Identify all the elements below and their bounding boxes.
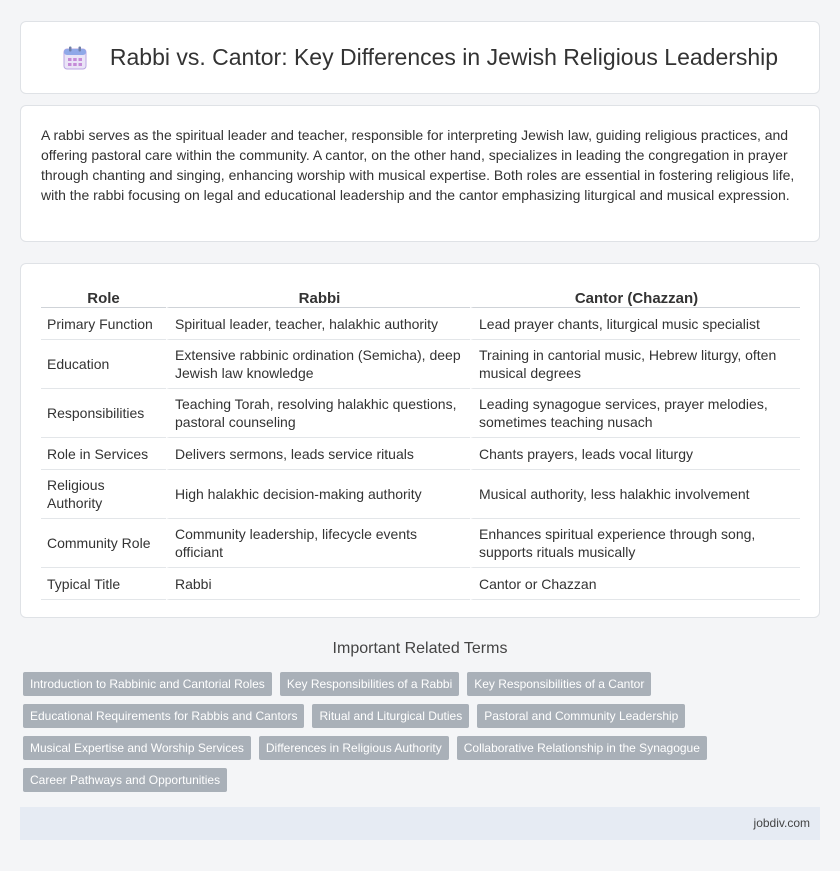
related-term-link[interactable]: Career Pathways and Opportunities [23, 768, 227, 792]
related-term-link[interactable]: Differences in Religious Authority [259, 736, 449, 760]
row-label: Role in Services [41, 438, 166, 470]
footer-site-link[interactable]: jobdiv.com [753, 816, 810, 830]
row-label: Primary Function [41, 308, 166, 340]
table-row [41, 568, 800, 600]
cantor-cell: Chants prayers, leads vocal liturgy [470, 438, 800, 470]
cantor-cell: Musical authority, less halakhic involvement [470, 470, 800, 519]
rabbi-cell: High halakhic decision-making authority [166, 470, 470, 519]
header-role: Role [41, 284, 166, 308]
row-label: Community Role [41, 519, 166, 568]
related-term-link[interactable]: Collaborative Relationship in the Synagogue [457, 736, 707, 760]
related-term-link[interactable]: Key Responsibilities of a Rabbi [280, 672, 459, 696]
related-terms-heading: Important Related Terms [332, 640, 508, 657]
row-label: Responsibilities [41, 389, 166, 438]
table-row [41, 470, 800, 519]
table-row [41, 389, 800, 438]
comparison-table-card [20, 263, 820, 618]
rabbi-cell: Extensive rabbinic ordination (Semicha), deep Jewish law knowledge [166, 340, 470, 389]
related-term-link[interactable]: Key Responsibilities of a Cantor [467, 672, 651, 696]
related-term-link[interactable]: Educational Requirements for Rabbis and Cantors [23, 704, 304, 728]
cantor-cell: Lead prayer chants, liturgical music specialist [470, 308, 800, 340]
related-term-link[interactable]: Pastoral and Community Leadership [477, 704, 685, 728]
cantor-cell: Leading synagogue services, prayer melodies, sometimes teaching nusach [470, 389, 800, 438]
table-row [41, 340, 800, 389]
row-label: Religious Authority [41, 470, 166, 519]
intro-card [20, 105, 820, 242]
related-terms-list [23, 672, 813, 792]
related-term-link[interactable]: Musical Expertise and Worship Services [23, 736, 251, 760]
table-row [41, 308, 800, 340]
table-header-row [41, 284, 800, 308]
row-label: Typical Title [41, 568, 166, 600]
rabbi-cell: Community leadership, lifecycle events officiant [166, 519, 470, 568]
rabbi-cell: Rabbi [166, 568, 470, 600]
calendar-icon [62, 45, 88, 71]
page-title: Rabbi vs. Cantor: Key Differences in Jewish Religious Leadership [109, 44, 779, 70]
intro-paragraph: A rabbi serves as the spiritual leader and teacher, responsible for interpreting Jewish law, guiding religious practices, and offering pastoral care within the community. A cantor, on the other hand, specializes in leading the congregation in prayer through chanting and singing, enhancing worship with musical expertise. Both roles are essential in fostering religious life, with the rabbi focusing on legal and educational leadership and the cantor emphasizing liturgical and musical expression. [41, 127, 795, 203]
footer [20, 807, 820, 840]
header-cantor: Cantor (Chazzan) [470, 284, 800, 308]
related-term-link[interactable]: Introduction to Rabbinic and Cantorial Roles [23, 672, 272, 696]
cantor-cell: Enhances spiritual experience through song, supports rituals musically [470, 519, 800, 568]
related-term-link[interactable]: Ritual and Liturgical Duties [312, 704, 469, 728]
cantor-cell: Cantor or Chazzan [470, 568, 800, 600]
rabbi-cell: Delivers sermons, leads service rituals [166, 438, 470, 470]
rabbi-cell: Spiritual leader, teacher, halakhic authority [166, 308, 470, 340]
table-row [41, 519, 800, 568]
rabbi-cell: Teaching Torah, resolving halakhic questions, pastoral counseling [166, 389, 470, 438]
header-rabbi: Rabbi [166, 284, 470, 308]
cantor-cell: Training in cantorial music, Hebrew liturgy, often musical degrees [470, 340, 800, 389]
header-card [20, 21, 820, 94]
row-label: Education [41, 340, 166, 389]
table-row [41, 438, 800, 470]
comparison-table [41, 284, 800, 600]
